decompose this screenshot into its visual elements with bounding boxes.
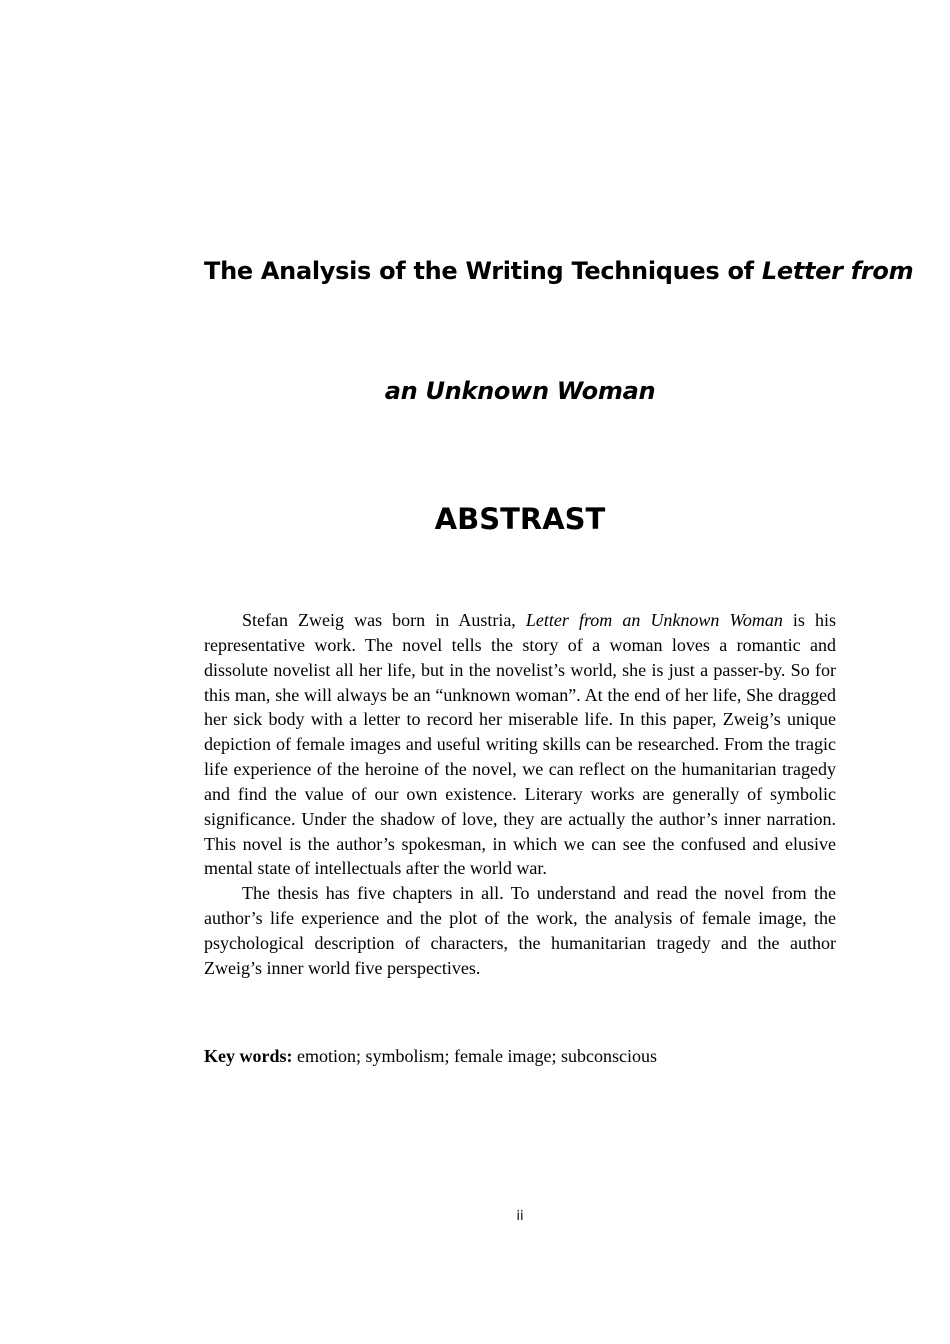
abstract-paragraph-1	[204, 608, 836, 881]
page-number: ii	[516, 1209, 524, 1224]
keywords-value: emotion; symbolism; female image; subconscious	[292, 1046, 657, 1066]
title-line-1	[204, 257, 914, 285]
abstract-heading: ABSTRAST	[434, 502, 606, 536]
title-italic-text: Letter from	[761, 257, 914, 285]
title-line-2: an Unknown Woman	[384, 377, 656, 405]
keywords-line	[204, 1044, 836, 1068]
abstract-paragraph-2: The thesis has five chapters in all. To understand and read the novel from the author’s life experience and the plot of the work, the analysis of female image, the psychological description of characters, the humanitarian tragedy and the author Zweig’s inner world five perspectives.	[204, 883, 836, 978]
keywords-label: Key words:	[204, 1046, 293, 1066]
paragraph-1-intro: Stefan Zweig was born in Austria,	[242, 610, 526, 630]
paragraph-1-rest: is his representative work. The novel tells the story of a woman loves a romantic and dissolute novelist all her life, but in the novelist’s world, she is just a passer-by. So for this man, she will always be an “unknown woman”. At the end of her life, She dragged her sick body with a letter to record her miserable life. In this paper, Zweig’s unique depiction of female images and useful writing skills can be researched. From the tragic life experience of the heroine of the novel, we can reflect on the humanitarian tragedy and find the value of our own existence. Literary works are generally of symbolic significance. Under the shadow of love, they are actually the author’s inner narration. This novel is the author’s spokesman, in which we can see the confused and elusive mental state of intellectuals after the world war.	[204, 610, 837, 879]
title-plain-text: The Analysis of the Writing Techniques of	[204, 257, 762, 285]
abstract-body	[204, 608, 836, 981]
novel-title-italic: Letter from an Unknown Woman	[525, 610, 783, 630]
